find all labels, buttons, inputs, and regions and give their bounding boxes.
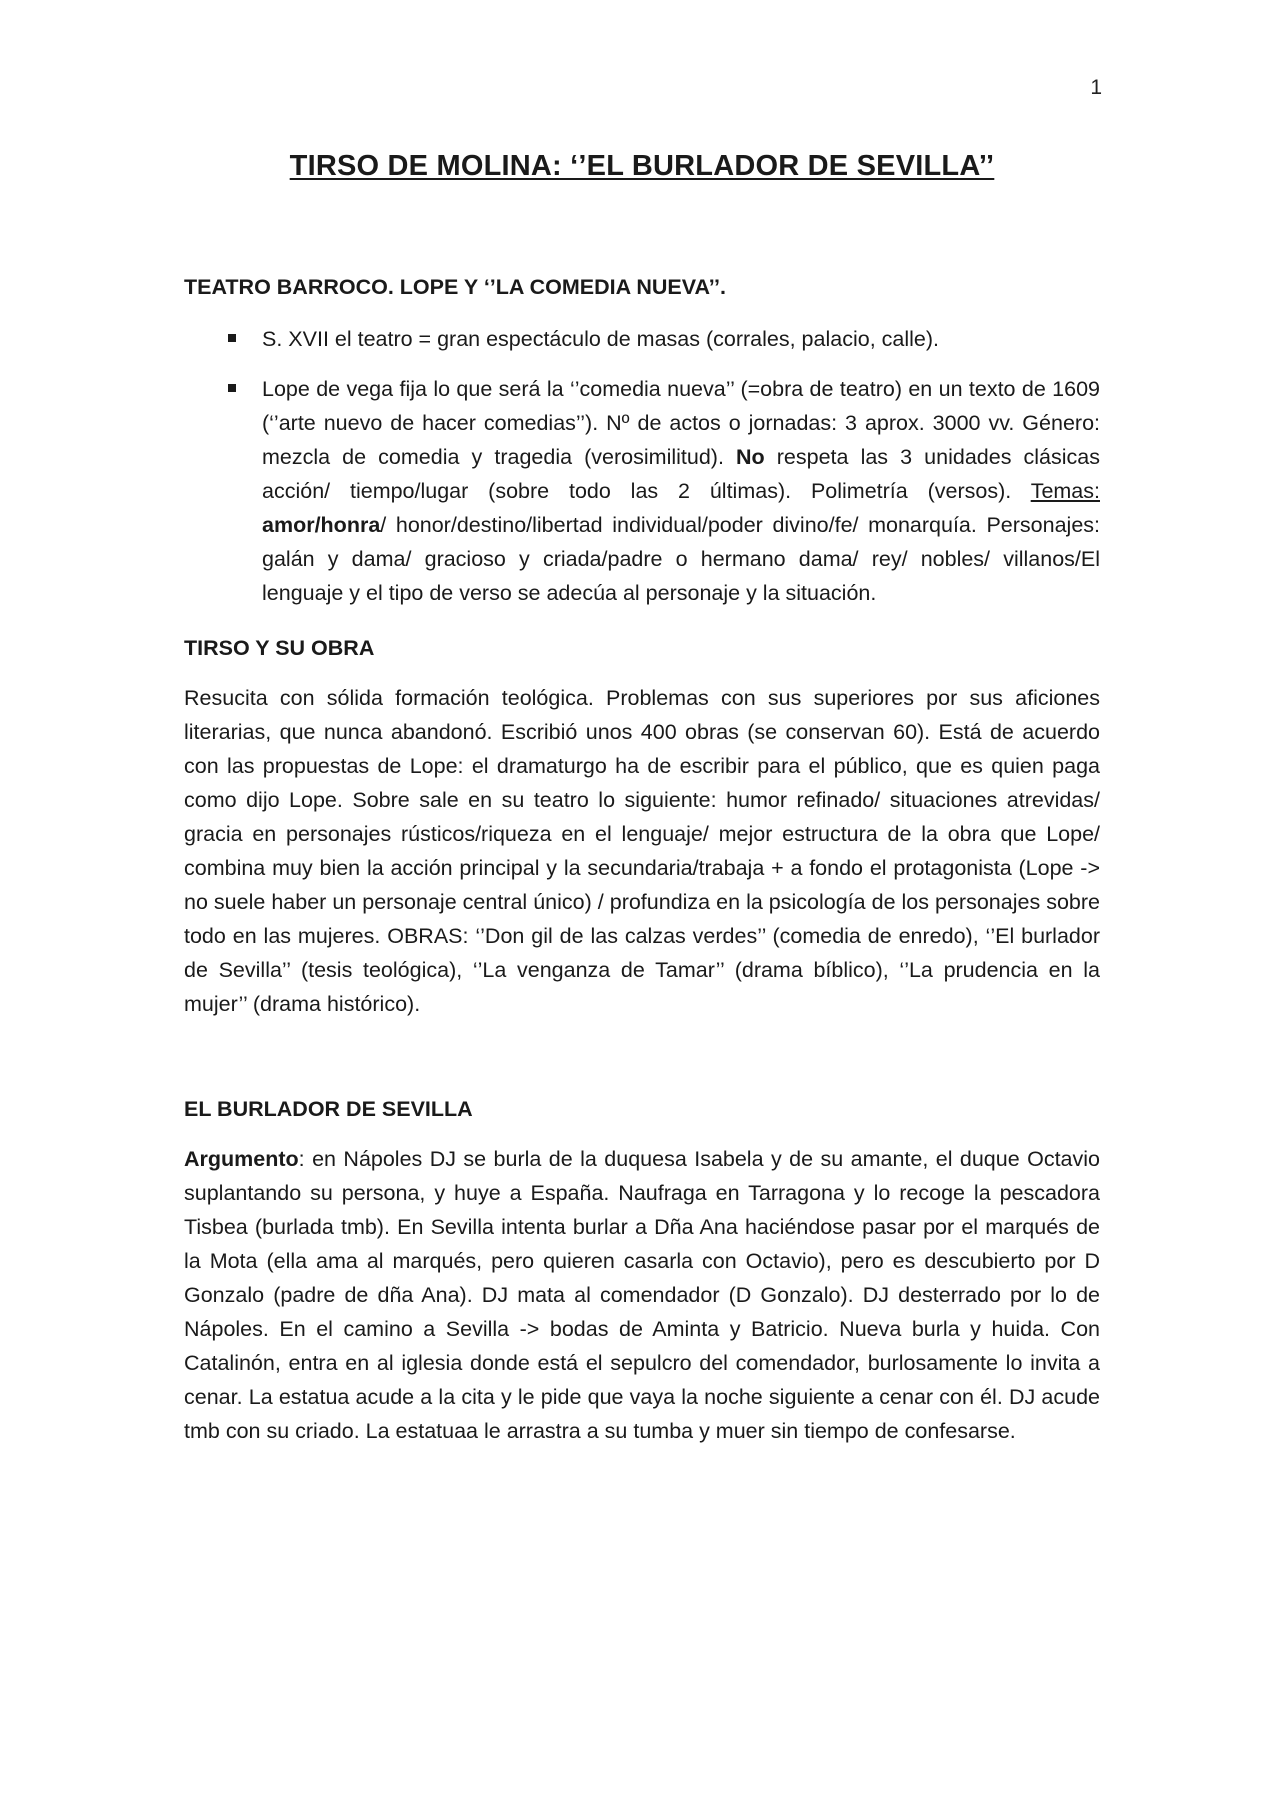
bullet-list — [184, 322, 1100, 610]
bold-temas: amor/honra — [262, 513, 381, 537]
document-title: TIRSO DE MOLINA: ‘’EL BURLADOR DE SEVILLA’’ — [289, 150, 995, 182]
list-item — [184, 322, 1100, 356]
paragraph-argumento — [184, 1142, 1100, 1448]
page-number: 1 — [1090, 76, 1102, 99]
section-heading-tirso: TIRSO Y SU OBRA — [184, 636, 375, 660]
bold-no: No — [736, 445, 765, 469]
paragraph-tirso: Resucita con sólida formación teológica. Problemas con sus superiores por sus aficiones literarias, que nunca abandonó. Escribió unos 400 obras (se conservan 60). Está de acuerdo con las propuestas de Lope: el dramaturgo ha de escribir para el público, que es quien paga como dijo Lope. Sobre sale en su teatro lo siguiente: humor refinado/ situaciones atrevidas/ gracia en personajes rústicos/riqueza en el lenguaje/ mejor estructura de la obra que Lope/ combina muy bien la acción principal y la secundaria/trabaja + a fondo el protagonista (Lope -> no suele haber un personaje central único) / profundiza en la psicología de los personajes sobre todo en las mujeres. OBRAS: ‘’Don gil de las calzas verdes’’ (comedia de enredo), ‘’El burlador de Sevilla’’ (tesis teológica), ‘’La venganza de Tamar’’ (drama bíblico), ‘’La prudencia en la mujer’’ (drama histórico). — [184, 686, 1100, 1016]
section-heading-teatro-barroco: TEATRO BARROCO. LOPE Y ‘’LA COMEDIA NUEVA’’. — [184, 275, 726, 299]
temas-label: Temas: — [1030, 479, 1100, 503]
square-bullet-icon — [228, 334, 236, 342]
bullet-text-part: respeta las 3 unidades clásicas acción/ tiempo/lugar (sobre todo las 2 últimas). Polimetría (versos). — [262, 445, 1100, 503]
list-item — [184, 372, 1100, 610]
section-heading-burlador: EL BURLADOR DE SEVILLA — [184, 1097, 473, 1121]
bullet-text-part: Lope de vega fija lo que será la ‘’comedia nueva’’ (=obra de teatro) en un texto de 1609 (‘’arte nuevo de hacer comedias’’). Nº de actos o jornadas: 3 aprox. 3000 vv. Género: mezcla de comedia y tragedia (verosimilitud). — [262, 377, 1100, 469]
document-body — [184, 150, 1100, 1448]
argument-label: Argumento — [184, 1147, 299, 1171]
argument-text: : en Nápoles DJ se burla de la duquesa Isabela y de su amante, el duque Octavio suplantando su persona, y huye a España. Naufraga en Tarragona y lo recoge la pescadora Tisbea (burlada tmb). En Sevilla intenta burlar a Dña Ana haciéndose pasar por el marqués de la Mota (ella ama al marqués, pero quieren casarla con Octavio), pero es descubierto por D Gonzalo (padre de dña Ana). DJ mata al comendador (D Gonzalo). DJ desterrado por lo de Nápoles. En el camino a Sevilla -> bodas de Aminta y Batricio. Nueva burla y huida. Con Catalinón, entra en al iglesia donde está el sepulcro del comendador, burlosamente lo invita a cenar. La estatua acude a la cita y le pide que vaya la noche siguiente a cenar con él. DJ acude tmb con su criado. La estatuaa le arrastra a su tumba y muer sin tiempo de confesarse. — [184, 1147, 1100, 1443]
bullet-text: S. XVII el teatro = gran espectáculo de masas (corrales, palacio, calle). — [262, 327, 939, 351]
bullet-text-part: / honor/destino/libertad individual/poder divino/fe/ monarquía. Personajes: galán y dama/ gracioso y criada/padre o hermano dama/ rey/ nobles/ villanos/El lenguaje y el tipo de verso se adecúa al personaje y la situación. — [262, 513, 1100, 605]
square-bullet-icon — [228, 384, 236, 392]
